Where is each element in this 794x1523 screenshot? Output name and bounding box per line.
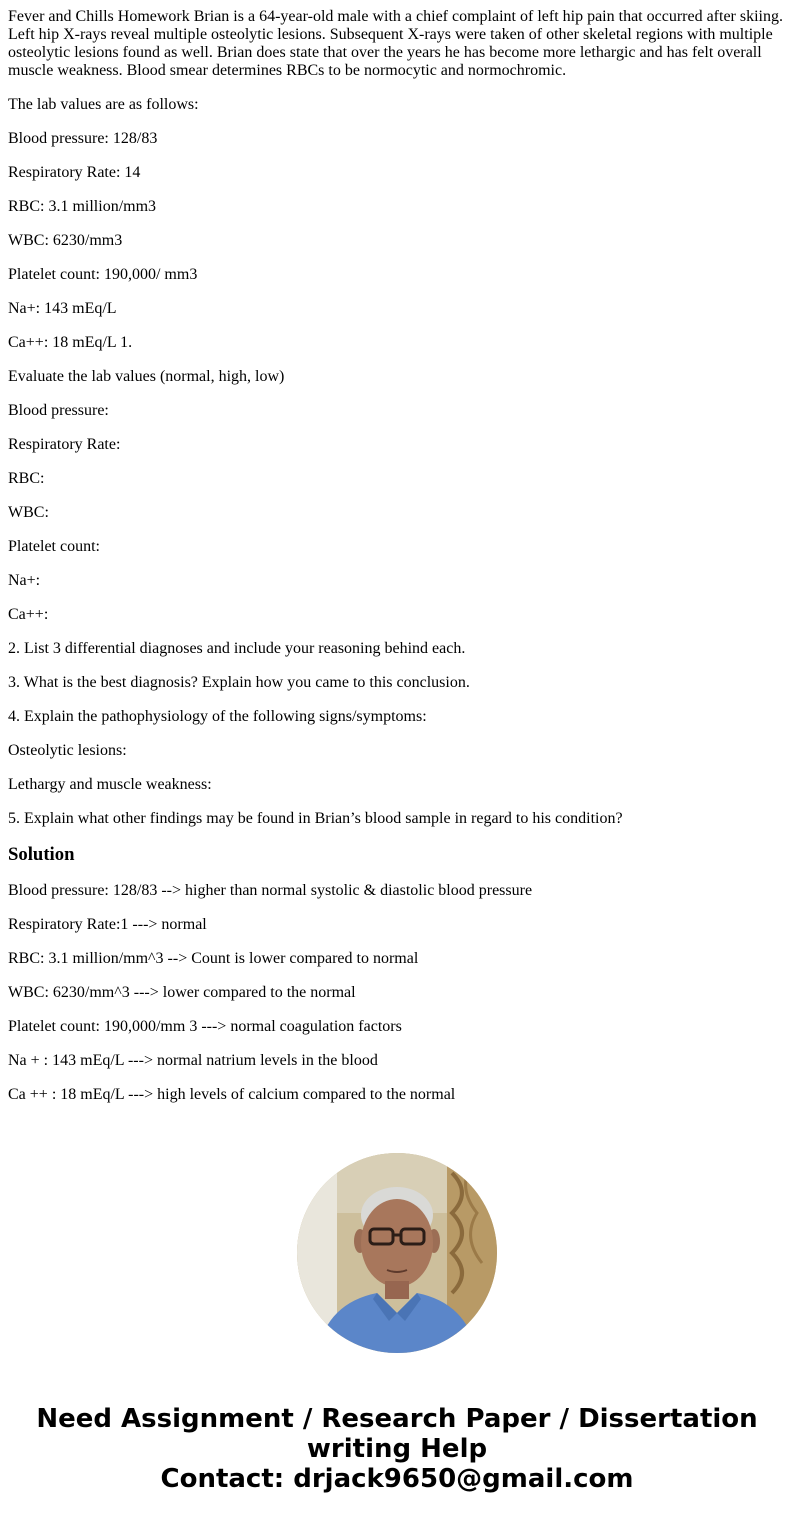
lab-value: Na+: 143 mEq/L (8, 300, 117, 317)
evaluate-item: Ca++: (8, 606, 49, 623)
solution-line: Respiratory Rate:1 ---> normal (8, 916, 207, 933)
document-body (8, 8, 788, 1120)
solution-line: Blood pressure: 128/83 --> higher than normal systolic & diastolic blood pressure (8, 882, 533, 899)
question: 5. Explain what other findings may be found in Brian’s blood sample in regard to his condition? (8, 810, 623, 827)
evaluate-item: Blood pressure: (8, 402, 109, 419)
question: 4. Explain the pathophysiology of the following signs/symptoms: (8, 708, 427, 725)
intro-paragraph: Fever and Chills Homework Brian is a 64-year-old male with a chief complaint of left hip pain that occurred after skiing. Left hip X-rays reveal multiple osteolytic lesions. Subsequent X-rays were taken of other skeletal regions with multiple osteolytic lesions found as well. Brian does state that over the years he has become more lethargic and has felt overall muscle weakness. Blood smear determines RBCs to be normocytic and normochromic. (8, 8, 783, 79)
avatar (297, 1153, 497, 1353)
solution-line: Platelet count: 190,000/mm 3 ---> normal coagulation factors (8, 1018, 402, 1035)
lab-value: Respiratory Rate: 14 (8, 164, 141, 181)
evaluate-item: Na+: (8, 572, 41, 589)
footer-promo (0, 1404, 794, 1494)
footer-contact: Contact: drjack9650@gmail.com (160, 1464, 634, 1494)
footer-line: Need Assignment / Research Paper / Dissertation (36, 1404, 758, 1434)
question: Lethargy and muscle weakness: (8, 776, 212, 793)
evaluate-item: WBC: (8, 504, 49, 521)
avatar-portrait (297, 1153, 497, 1353)
lab-intro: The lab values are as follows: (8, 96, 199, 113)
evaluate-item: RBC: (8, 470, 45, 487)
question: 2. List 3 differential diagnoses and include your reasoning behind each. (8, 640, 466, 657)
solution-line: WBC: 6230/mm^3 ---> lower compared to the normal (8, 984, 356, 1001)
lab-value: Ca++: 18 mEq/L 1. (8, 334, 133, 351)
solution-heading: Solution (8, 844, 75, 865)
lab-value: Blood pressure: 128/83 (8, 130, 158, 147)
solution-line: Ca ++ : 18 mEq/L ---> high levels of calcium compared to the normal (8, 1086, 456, 1103)
question: Osteolytic lesions: (8, 742, 127, 759)
solution-line: RBC: 3.1 million/mm^3 --> Count is lower compared to normal (8, 950, 419, 967)
lab-value: RBC: 3.1 million/mm3 (8, 198, 157, 215)
evaluate-prompt: Evaluate the lab values (normal, high, low) (8, 368, 285, 385)
solution-line: Na + : 143 mEq/L ---> normal natrium levels in the blood (8, 1052, 378, 1069)
question: 3. What is the best diagnosis? Explain how you came to this conclusion. (8, 674, 470, 691)
lab-value: Platelet count: 190,000/ mm3 (8, 266, 198, 283)
footer-line: writing Help (306, 1434, 488, 1464)
evaluate-item: Respiratory Rate: (8, 436, 121, 453)
lab-value: WBC: 6230/mm3 (8, 232, 123, 249)
evaluate-item: Platelet count: (8, 538, 100, 555)
